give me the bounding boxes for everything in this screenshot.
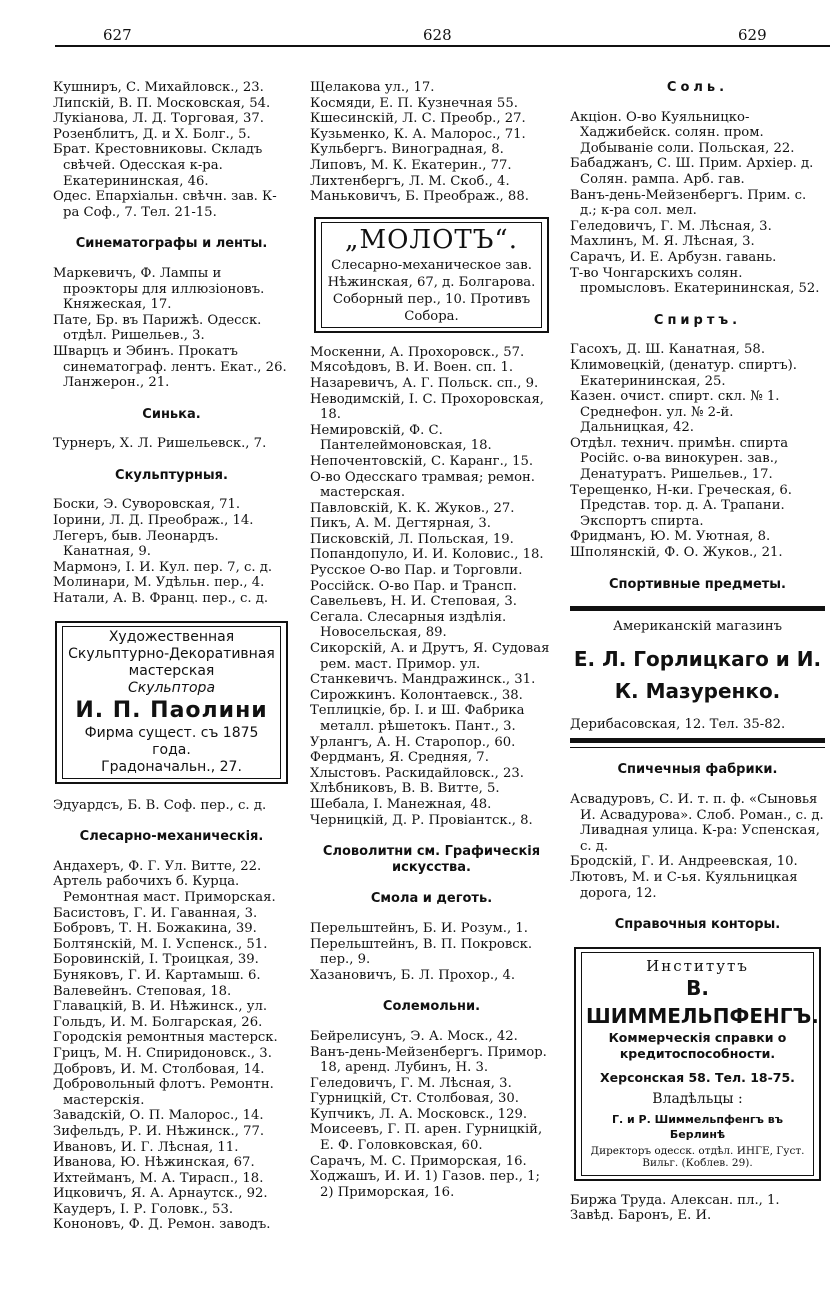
section-heading: Спичечныя фабрики. xyxy=(617,762,778,778)
directory-entry: Космяди, Е. П. Кузнечная 55. xyxy=(310,95,518,111)
ad-line: Градоначальн., 27. xyxy=(101,758,242,775)
ad-line: Фирма сущест. съ 1875 года. xyxy=(84,724,259,758)
directory-entry: Немировскій, Ф. С. Пантелеймоновская, 18. xyxy=(310,422,492,454)
directory-entry: Щелакова ул., 17. xyxy=(310,80,435,95)
entry-list xyxy=(310,921,553,983)
ad-line: Нѣжинская, 67, д. Болгарова. xyxy=(327,274,536,290)
directory-entry: Теплицкіе, бр. І. и Ш. Фабрика металл. рѣшетокъ. Пант., 3. xyxy=(310,703,525,734)
paolini-advertisement xyxy=(55,621,288,784)
directory-entry: Пате, Бр. въ Парижѣ. Одесск. отдѣл. Ришельев., 3. xyxy=(53,312,262,344)
directory-entry: Кшесинскій, Л. С. Преобр., 27. xyxy=(310,111,526,127)
directory-entry: Завѣд. Баронъ, Е. И. xyxy=(570,1208,712,1224)
american-store-advertisement xyxy=(570,606,825,748)
directory-entry: Писковскій, Л. Польская, 19. xyxy=(310,531,514,547)
entry-list xyxy=(570,792,825,901)
entry-list xyxy=(53,266,290,391)
entry-list xyxy=(53,859,290,1233)
directory-entry: Добровольный флотъ. Ремонтн. мастерскія. xyxy=(53,1077,274,1108)
directory-entry: Ванъ-день-Мейзенбергъ. Примор. 18, аренд. Лубинъ, Н. 3. xyxy=(310,1044,547,1076)
directory-entry: Одес. Епархіальн. свѣчн. зав. К-ра Соф., 7. Тел. 21-15. xyxy=(53,189,277,220)
directory-entry: Зифельдъ, Р. И. Нѣжинск., 77. xyxy=(53,1123,265,1139)
directory-entry: Іорини, Л. Д. Преображ., 14. xyxy=(53,513,254,529)
directory-entry: Липовъ, М. К. Екатерин., 77. xyxy=(310,157,512,173)
section-heading: Спиртъ. xyxy=(653,312,742,328)
ad-address: Дерибасовская, 12. Тел. 35-82. xyxy=(570,716,786,732)
shimmelpfeng-advertisement xyxy=(574,947,821,1181)
directory-entry: Лихтенбергъ, Л. М. Скоб., 4. xyxy=(310,173,510,189)
directory-entry: Ивановъ, И. Г. Лѣсная, 11. xyxy=(53,1139,239,1155)
directory-entry: Павловскій, К. К. Жуков., 27. xyxy=(310,500,515,516)
divider xyxy=(570,747,825,748)
ad-line: Художественная Скульптурно-Декоративная мастерская xyxy=(68,628,275,679)
directory-entry: Гольдъ, И. М. Болгарская, 26. xyxy=(53,1014,263,1030)
directory-entry: Маньковичъ, Б. Преображ., 88. xyxy=(310,189,529,205)
page-number-left: 627 xyxy=(103,26,132,44)
entry-list xyxy=(53,436,290,452)
ad-line: Коммерческія справки о кредитоспособности. xyxy=(608,1030,787,1062)
directory-entry: Сирожкинъ. Колонтаевск., 38. xyxy=(310,687,523,703)
ad-name: И. П. Паолини xyxy=(75,697,268,723)
ad-name: Е. Л. Горлицкаго и И. К. Мазуренко. xyxy=(573,646,822,703)
directory-entry: Шполянскій, Ф. О. Жуков., 21. xyxy=(570,545,783,561)
ad-line: Соборный пер., 10. Противъ Собора. xyxy=(332,291,531,324)
section-heading: Словолитни см. Графическія искусства. xyxy=(322,844,541,875)
directory-entry: Эдуардсъ, Б. В. Соф. пер., с. д. xyxy=(53,797,267,813)
ad-line: Институтъ xyxy=(646,956,749,975)
ad-line: Скульптора xyxy=(127,679,216,696)
directory-entry: Розенблитъ, Д. и Х. Болг., 5. xyxy=(53,126,251,142)
directory-entry: Мармонэ, І. И. Кул. пер. 7, с. д. xyxy=(53,559,273,575)
directory-entry: Русское О-во Пар. и Торговли. xyxy=(310,563,523,579)
directory-entry: Непочентовскій, С. Каранг., 15. xyxy=(310,453,534,469)
directory-entry: Ихтейманъ, М. А. Тирасп., 18. xyxy=(53,1170,264,1186)
directory-entry: Басистовъ, Г. И. Гаванная, 3. xyxy=(53,905,258,921)
directory-entry: Климовецкій, (денатур. спиртъ). Екатерининская, 25. xyxy=(570,357,797,389)
directory-entry: Хлѣбниковъ, В. В. Витте, 5. xyxy=(310,781,500,797)
column-right xyxy=(570,80,825,1224)
header-rule xyxy=(55,45,830,47)
directory-entry: Савельевъ, Н. И. Степовая, 3. xyxy=(310,594,518,610)
directory-entry: Перельштейнъ, Б. И. Розум., 1. xyxy=(310,920,528,936)
directory-entry: Гурницкій, Ст. Столбовая, 30. xyxy=(310,1091,519,1107)
directory-entry: Брат. Крестовниковы. Складъ свѣчей. Одесская к-ра. Екатерининская, 46. xyxy=(53,142,263,189)
section-heading: Солемольни. xyxy=(382,999,481,1015)
ad-name: В. ШИММЕЛЬПФЕНГЪ. xyxy=(586,976,819,1029)
directory-entry: Лукіанова, Л. Д. Торговая, 37. xyxy=(53,111,264,127)
directory-entry: Грицъ, М. Н. Спиридоновск., 3. xyxy=(53,1045,272,1061)
directory-entry: Лютовъ, М. и С-ья. Куяльницкая дорога, 12. xyxy=(570,869,798,901)
entry-list xyxy=(310,80,553,205)
directory-entry: Мясоѣдовъ, В. И. Воен. сп. 1. xyxy=(310,360,514,376)
directory-entry: Шварцъ и Эбинъ. Прокатъ синематограф. лентъ. Екат., 26. Ланжерон., 21. xyxy=(53,343,287,391)
entry-list xyxy=(310,1029,553,1201)
directory-entry: Назаревичъ, А. Г. Польск. сп., 9. xyxy=(310,375,539,391)
directory-entry: Асвадуровъ, С. И. т. п. ф. «Сыновья И. Асвадурова». Слоб. Роман., с. д. Ливадная улица. К-ра: Успенская, с. д. xyxy=(570,792,824,854)
section-heading: Спортивные предметы. xyxy=(609,576,786,592)
ad-line: Директоръ одесск. отдѣл. ИНГЕ, Густ. Вильг. (Коблев. 29). xyxy=(590,1144,805,1169)
directory-entry: Городскія ремонтныя мастерск. xyxy=(53,1030,278,1046)
directory-entry: Сегала. Слесарныя издѣлія. Новосельская, 89. xyxy=(310,609,507,641)
directory-entry: Биржа Труда. Алексан. пл., 1. xyxy=(570,1192,780,1208)
directory-entry: Буняковъ, Г. И. Картамыш. 6. xyxy=(53,967,261,983)
directory-entry: Черницкій, Д. Р. Провіантск., 8. xyxy=(310,812,533,828)
ad-line: Владѣльцы : xyxy=(652,1090,743,1107)
entry-list xyxy=(570,110,825,297)
directory-entry: Каудеръ, І. Р. Головк., 53. xyxy=(53,1201,234,1217)
ad-line: Слесарно-механическое зав. xyxy=(331,257,532,273)
directory-entry: Фердманъ, Я. Средняя, 7. xyxy=(310,750,489,766)
directory-entry: Отдѣл. технич. примѣн. спирта Російс. о-ва винокурен. зав., Денатуратъ. Ришельев., 17. xyxy=(570,435,789,483)
directory-entry: Т-во Чонгарскихъ солян. промысловъ. Екатерининская, 52. xyxy=(570,265,820,297)
directory-entry: Акціон. О-во Куяльницко-Хаджибейск. солян. пром. Добываніе соли. Польская, 22. xyxy=(570,109,795,156)
directory-entry: Сикорскій, А. и Друтъ, Я. Судовая рем. маст. Примор. ул. xyxy=(310,641,550,672)
entry-list xyxy=(570,1193,825,1224)
directory-entry: Кононовъ, Ф. Д. Ремон. заводъ. xyxy=(53,1217,271,1233)
entry-list xyxy=(53,497,290,606)
directory-entry: Андахеръ, Ф. Г. Ул. Витте, 22. xyxy=(53,858,262,874)
ad-line: Г. и Р. Шиммельпфенгъ въ Берлинѣ xyxy=(611,1112,784,1142)
directory-entry: Болтянскій, М. І. Успенск., 51. xyxy=(53,936,268,952)
directory-entry: Завадскій, О. П. Малорос., 14. xyxy=(53,1108,264,1124)
directory-entry: Липскій, В. П. Московская, 54. xyxy=(53,95,271,111)
directory-entry: Бродскій, Г. И. Андреевская, 10. xyxy=(570,854,798,870)
section-heading: Смола и деготь. xyxy=(370,891,493,907)
directory-entry: Легеръ, быв. Леонардъ. Канатная, 9. xyxy=(53,528,219,560)
entry-list xyxy=(53,80,290,220)
directory-entry: Шебала, І. Манежная, 48. xyxy=(310,796,492,812)
directory-entry: Моисеевъ, Г. П. арен. Гурницкій, Е. Ф. Головковская, 60. xyxy=(310,1122,543,1154)
directory-entry: Попандопуло, И. И. Коловис., 18. xyxy=(310,547,544,563)
directory-entry: Добровъ, И. М. Столбовая, 14. xyxy=(53,1061,265,1077)
directory-entry: Бобровъ, Т. Н. Божакина, 39. xyxy=(53,921,257,937)
directory-entry: Главацкій, В. И. Нѣжинск., ул. xyxy=(53,999,268,1015)
directory-entry: Ходжашъ, И. И. 1) Газов. пер., 1; 2) Приморская, 16. xyxy=(310,1169,540,1200)
section-heading: Соль. xyxy=(666,80,729,95)
column-middle xyxy=(310,80,553,1200)
directory-entry: Ицковичъ, Я. А. Арнаутск., 92. xyxy=(53,1186,268,1202)
directory-entry: Сарачъ, М. С. Приморская, 16. xyxy=(310,1153,527,1169)
directory-entry: Хазановичъ, Б. Л. Прохор., 4. xyxy=(310,967,516,983)
directory-entry: Валевейнъ. Степовая, 18. xyxy=(53,983,232,999)
directory-entry: Перельштейнъ, В. П. Покровск. пер., 9. xyxy=(310,936,533,968)
directory-entry: Терещенко, Н-ки. Греческая, 6. Представ. тор. д. А. Трапани. Экспортъ спирта. xyxy=(570,482,792,529)
directory-entry: Кузьменко, К. А. Малорос., 71. xyxy=(310,126,526,142)
directory-entry: Хлыстовъ. Раскидайловск., 23. xyxy=(310,765,524,781)
section-heading: Справочныя конторы. xyxy=(614,917,781,933)
directory-entry: Молинари, М. Удѣльн. пер., 4. xyxy=(53,575,265,591)
divider xyxy=(570,738,825,743)
directory-entry: Турнеръ, Х. Л. Ришельевск., 7. xyxy=(53,436,267,452)
section-heading: Слесарно-механическія. xyxy=(79,829,264,845)
directory-entry: Бабаджанъ, С. Ш. Прим. Архіер. д. Солян. рампа. Арб. гав. xyxy=(570,156,814,187)
directory-entry: Ванъ-день-Мейзенбергъ. Прим. с. д.; к-ра сол. мел. xyxy=(570,187,807,219)
directory-entry: Кульбергъ. Виноградная, 8. xyxy=(310,142,504,158)
page-number-right: 629 xyxy=(738,26,767,44)
directory-entry: Бейрелисунъ, Э. А. Моск., 42. xyxy=(310,1028,518,1044)
directory-entry: Боровинскій, І. Троицкая, 39. xyxy=(53,952,259,968)
directory-entry: Геледовичъ, Г. М. Лѣсная, 3. xyxy=(570,218,772,234)
ad-line: Херсонская 58. Тел. 18-75. xyxy=(600,1070,795,1086)
directory-entry: Урлангъ, А. Н. Старопор., 60. xyxy=(310,734,516,750)
directory-entry: Артель рабочихъ б. Курца. Ремонтная маст. Приморская. xyxy=(53,874,276,905)
directory-entry: Фридманъ, Ю. М. Уютная, 8. xyxy=(570,529,771,545)
section-heading: Синька. xyxy=(142,406,201,422)
directory-entry: Гасохъ, Д. Ш. Канатная, 58. xyxy=(570,342,766,358)
entry-list xyxy=(570,342,825,560)
page-number-middle: 628 xyxy=(423,26,452,44)
molot-advertisement xyxy=(314,217,549,333)
section-heading: Скульптурныя. xyxy=(115,467,228,483)
column-left xyxy=(53,80,290,1233)
entry-list xyxy=(53,798,290,814)
directory-entry: Боски, Э. Суворовская, 71. xyxy=(53,497,241,513)
ad-line: Американскій магазинъ xyxy=(612,619,783,635)
entry-list xyxy=(310,345,553,828)
directory-entry: Сарачъ, И. Е. Арбузн. гавань. xyxy=(570,249,777,265)
directory-entry: Натали, А. В. Франц. пер., с. д. xyxy=(53,591,269,607)
section-heading: Синематографы и ленты. xyxy=(75,236,268,252)
directory-entry: Купчикъ, Л. А. Московск., 129. xyxy=(310,1106,528,1122)
directory-entry: Маркевичъ, Ф. Лампы и проэкторы для иллюзіоновъ. Княжеская, 17. xyxy=(53,265,265,313)
directory-entry: Кушниръ, С. Михайловск., 23. xyxy=(53,80,264,95)
directory-entry: Казен. очист. спирт. скл. № 1. Среднефон. ул. № 2-й. Дальницкая, 42. xyxy=(570,389,780,436)
directory-entry: Москенни, А. Прохоровск., 57. xyxy=(310,344,525,360)
directory-entry: Геледовичъ, Г. М. Лѣсная, 3. xyxy=(310,1075,512,1091)
directory-entry: Россійск. О-во Пар. и Трансп. xyxy=(310,578,517,594)
directory-entry: Станкевичъ. Мандражинск., 31. xyxy=(310,672,536,688)
directory-entry: О-во Одесскаго трамвая; ремон. мастерская. xyxy=(310,469,535,501)
ad-title: „МОЛОТЪ“. xyxy=(345,224,518,255)
directory-entry: Пикъ, А. М. Дегтярная, 3. xyxy=(310,516,491,532)
directory-entry: Неводимскій, І. С. Прохоровская, 18. xyxy=(310,391,544,423)
directory-entry: Махлинъ, М. Я. Лѣсная, 3. xyxy=(570,234,755,250)
divider xyxy=(570,606,825,611)
directory-entry: Иванова, Ю. Нѣжинская, 67. xyxy=(53,1155,255,1171)
